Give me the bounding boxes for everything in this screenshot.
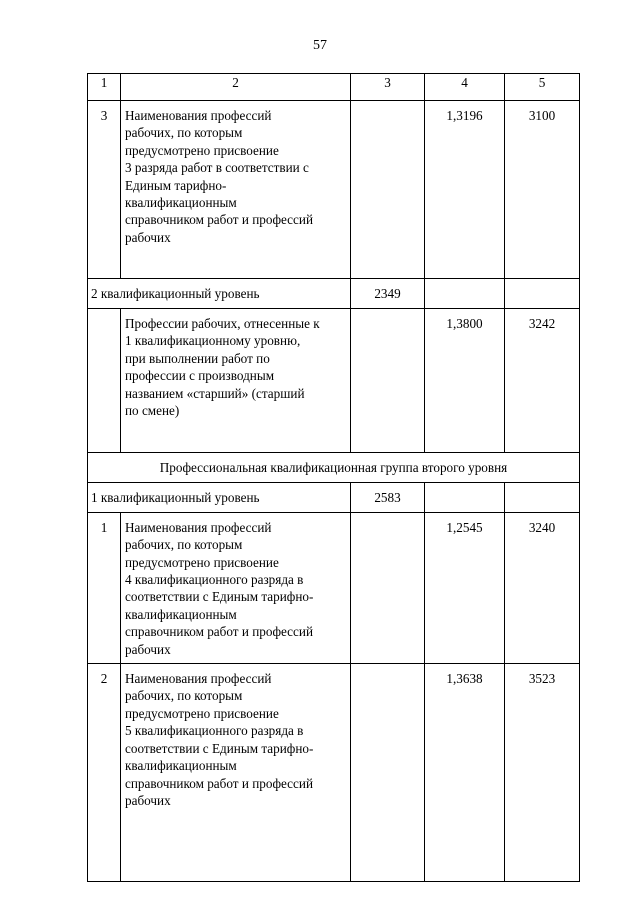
qualification-level-row [88, 483, 580, 512]
profession-name: Наименования профессий рабочих, по которым предусмотрено присвоение 3 разряда работ в соответствии с Единым тарифно- квалификационным справочником работ и профессий рабочих [121, 101, 351, 279]
amount: 3240 [505, 512, 580, 663]
coefficient: 1,2545 [425, 512, 505, 663]
empty-cell [425, 483, 505, 512]
coefficient: 1,3638 [425, 664, 505, 882]
table-header-row [88, 74, 580, 101]
amount: 3242 [505, 309, 580, 453]
base-salary [351, 309, 425, 453]
header-col-5: 5 [505, 74, 580, 101]
header-col-1: 1 [88, 74, 121, 101]
base-salary [351, 101, 425, 279]
row-number: 1 [88, 512, 121, 663]
row-number: 2 [88, 664, 121, 882]
base-salary [351, 512, 425, 663]
coefficient: 1,3800 [425, 309, 505, 453]
header-col-3: 3 [351, 74, 425, 101]
amount: 3523 [505, 664, 580, 882]
table-row [88, 101, 580, 279]
row-number: 3 [88, 101, 121, 279]
profession-name: Наименования профессий рабочих, по которым предусмотрено присвоение 4 квалификационного разряда в соответствии с Единым тарифно- квалификационным справочником работ и профессий рабочих [121, 512, 351, 663]
table-row [88, 309, 580, 453]
empty-cell [505, 483, 580, 512]
base-salary [351, 664, 425, 882]
coefficient: 1,3196 [425, 101, 505, 279]
profession-name: Профессии рабочих, отнесенные к 1 квалификационному уровню, при выполнении работ по профессии с производным названием «старший» (старший по смене) [121, 309, 351, 453]
qualification-level-label: 2 квалификационный уровень [88, 279, 351, 309]
qualification-level-row [88, 279, 580, 309]
empty-cell [505, 279, 580, 309]
qualification-level-label: 1 квалификационный уровень [88, 483, 351, 512]
table-row [88, 664, 580, 882]
table-row [88, 512, 580, 663]
page-number: 57 [313, 38, 327, 53]
amount: 3100 [505, 101, 580, 279]
qualification-level-salary: 2349 [351, 279, 425, 309]
salary-table [87, 73, 580, 882]
row-number [88, 309, 121, 453]
empty-cell [425, 279, 505, 309]
professional-group-title: Профессиональная квалификационная группа второго уровня [88, 453, 580, 483]
header-col-4: 4 [425, 74, 505, 101]
profession-name: Наименования профессий рабочих, по которым предусмотрено присвоение 5 квалификационного разряда в соответствии с Единым тарифно- квалификационным справочником работ и профессий рабочих [121, 664, 351, 882]
qualification-level-salary: 2583 [351, 483, 425, 512]
group-title-row [88, 453, 580, 483]
header-col-2: 2 [121, 74, 351, 101]
